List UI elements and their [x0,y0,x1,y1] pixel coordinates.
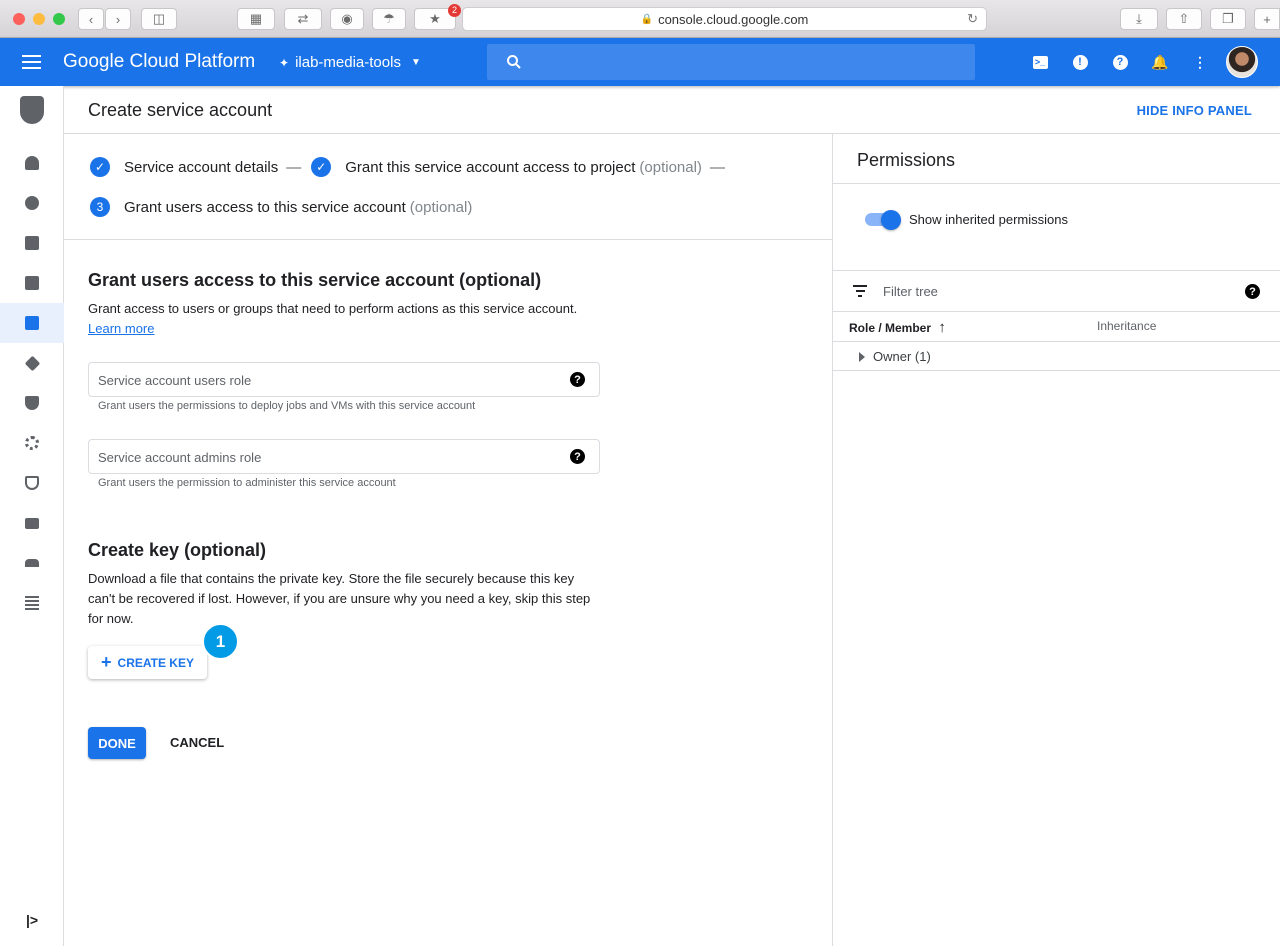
project-selector[interactable] [279,54,421,71]
plus-icon: + [101,652,112,672]
page-title: Create service account [88,100,273,120]
step-label: Service account details [124,158,279,176]
grant-users-description: Grant access to users or groups that need to perform actions as this service account. [88,301,578,316]
transfer-icon[interactable]: ⇄ [284,8,322,30]
add-member-icon[interactable] [0,143,64,183]
tree-row-owner[interactable] [859,349,931,364]
create-key-description-2: can't be recovered if lost. However, if you are unsure why you need a key, skip this step [88,591,591,606]
step-optional: (optional) [639,158,702,176]
search-icon [506,54,522,70]
admins-role-hint: Grant users the permission to administer this service account [98,477,396,489]
panel-title: Permissions [857,150,956,170]
show-inherited-toggle[interactable] [865,210,901,228]
url-text: console.cloud.google.com [658,11,809,27]
back-icon[interactable]: ‹ [78,8,104,30]
step-callout-badge: 1 [202,623,239,660]
iam-shield-logo-icon [0,90,64,130]
admins-role-placeholder: Service account admins role [98,450,262,465]
incognito-icon[interactable] [0,543,64,583]
col-inheritance: Inheritance [1097,319,1157,333]
ublock-icon[interactable]: ☂ [372,8,406,30]
avatar[interactable] [1226,46,1258,78]
step-number: 3 [90,197,110,217]
filter-tree-input[interactable]: Filter tree [883,284,938,299]
tabs-overview-icon[interactable]: ❐ [1210,8,1246,30]
chevron-down-icon: ▼ [410,57,421,68]
learn-more-link[interactable]: Learn more [88,321,155,336]
help-icon[interactable]: ? [570,372,585,387]
users-role-field[interactable] [88,362,600,397]
sidebar-toggle-icon[interactable]: ◫ [141,8,177,30]
create-key-label: CREATE KEY [117,655,194,670]
info-panel [832,134,1280,946]
service-accounts-icon[interactable] [0,303,64,343]
audit-logs-icon[interactable] [0,583,64,623]
forward-icon[interactable]: › [105,8,131,30]
users-role-hint: Grant users the permissions to deploy jobs and VMs with this service account [98,400,476,412]
cloud-shell-icon[interactable]: >_ [1030,52,1050,72]
divider [833,311,1280,312]
toggle-label: Show inherited permissions [909,212,1068,227]
document-icon[interactable] [0,223,64,263]
extension-badge: 2 [448,4,461,17]
settings-gear-icon[interactable] [0,423,64,463]
browser-toolbar [0,0,1280,38]
hamburger-menu-icon[interactable] [22,55,41,73]
notifications-icon[interactable]: 🔔 [1151,53,1169,70]
col-role-member[interactable] [849,319,946,336]
create-key-heading: Create key (optional) [88,540,267,560]
notifier-extension-icon[interactable]: ★ 2 [414,8,456,30]
divider [833,270,1280,271]
new-tab-icon[interactable]: + [1254,8,1280,30]
calendar-icon[interactable] [0,263,64,303]
help-icon[interactable]: ? [570,449,585,464]
tree-row-label: Owner (1) [873,349,931,364]
search-input[interactable] [487,44,975,80]
divider [833,341,1280,342]
help-icon[interactable]: ? [1110,52,1130,72]
list-view-icon[interactable] [0,503,64,543]
cancel-button[interactable]: CANCEL [170,735,225,750]
done-button[interactable]: DONE [88,727,146,759]
step-label: Grant users access to this service account [124,198,406,216]
filter-icon [853,285,867,300]
admins-role-field[interactable] [88,439,600,474]
brand-title[interactable]: Google Cloud Platform [63,51,256,72]
step-optional: (optional) [409,198,473,216]
check-icon: ✓ [311,157,331,177]
users-role-placeholder: Service account users role [98,373,252,388]
create-key-description-3: for now. [88,611,134,626]
col-role-label: Role / Member [849,321,932,335]
expand-caret-icon[interactable] [859,352,865,362]
downloads-icon[interactable]: ⤓ [1120,8,1158,30]
arrow-up-icon: ↑ [938,319,946,336]
share-icon[interactable]: ⇧ [1166,8,1202,30]
step-3[interactable] [90,197,472,217]
step-divider: — [286,158,302,176]
minimize-window-icon[interactable] [33,13,45,25]
password-manager-icon[interactable]: ◉ [330,8,364,30]
main-content [64,240,832,946]
create-key-button[interactable] [88,646,207,679]
lock-icon: 🔒 [640,13,654,25]
close-window-icon[interactable] [13,13,25,25]
feedback-icon[interactable]: ! [1070,52,1090,72]
account-icon[interactable] [0,183,64,223]
step-divider: — [709,158,725,176]
create-key-description-1: Download a file that contains the private key. Store the file securely because this key [88,571,575,586]
label-icon[interactable] [0,343,64,383]
check-icon: ✓ [90,157,110,177]
more-vert-icon[interactable]: ⋮ [1193,53,1207,70]
grant-users-heading: Grant users access to this service account (optional) [88,270,542,290]
expand-rail-icon[interactable]: |> [25,912,39,928]
extension-icon[interactable]: ▦ [237,8,275,30]
privacy-shield-icon[interactable] [0,463,64,503]
step-1[interactable] [90,157,733,177]
step-label: Grant this service account access to project [345,158,636,176]
help-icon[interactable]: ? [1245,284,1260,299]
left-nav-rail [0,86,64,946]
hide-info-panel-button[interactable]: HIDE INFO PANEL [1136,103,1252,118]
address-bar[interactable] [462,7,987,31]
page-header [64,86,1280,134]
stepper [64,134,832,240]
divider [833,183,1280,184]
project-name: ilab-media-tools [295,54,401,71]
security-shield-icon[interactable] [0,383,64,423]
gcp-header [0,38,1280,86]
divider [833,370,1280,371]
reload-icon[interactable]: ↻ [967,11,978,26]
project-icon: ✦ [279,55,290,70]
maximize-window-icon[interactable] [53,13,65,25]
